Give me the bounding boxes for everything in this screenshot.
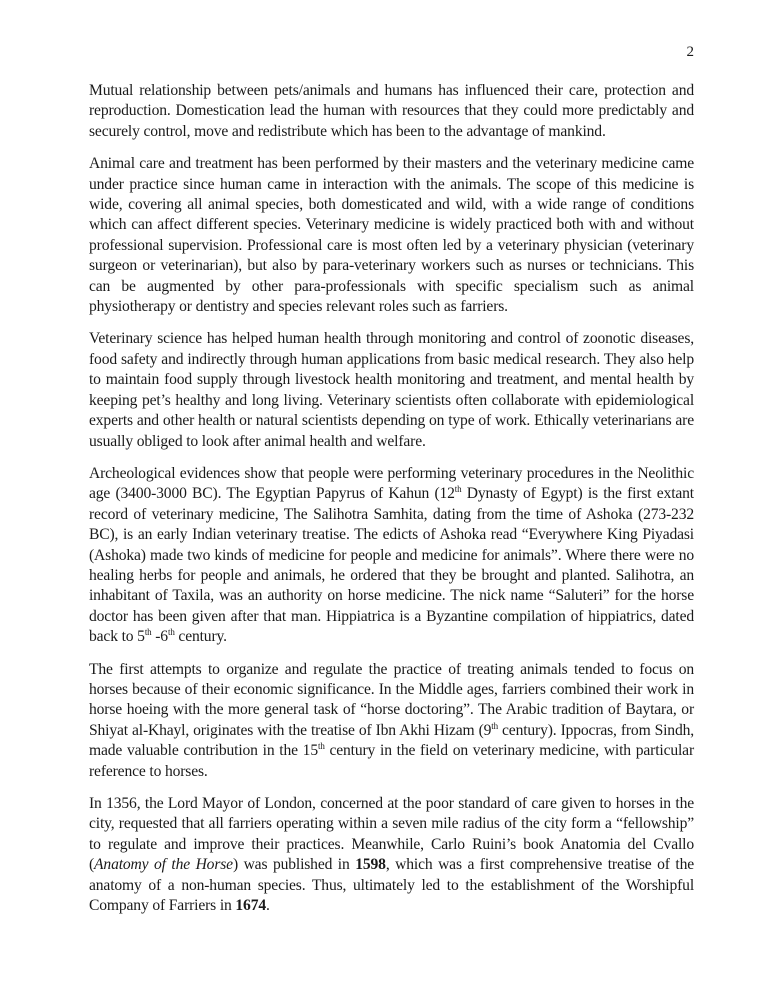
ordinal-superscript: th [317, 741, 325, 752]
text-run: . [266, 897, 270, 915]
ordinal-superscript: th [144, 627, 152, 638]
text-run: century in the field on veterinary medicine, with particular reference to horses. [89, 742, 694, 780]
document-body [89, 81, 694, 928]
text-run: Archeological evidences show that people were performing veterinary procedures in the Neolithic age (3400-3000 BC). The Egyptian Papyrus of Kahun (12 [89, 464, 694, 503]
bold-year: 1674 [235, 897, 266, 915]
page-number: 2 [686, 44, 694, 60]
text-run: Animal care and treatment has been performed by their masters and the veterinary medicine came under practice since human came in interaction with the animals. The scope of this medicine is wide, covering all animal species, both domesticated and wild, with a wide range of conditions which can affect different species. Veterinary medicine is widely practiced both with and without professional supervision. Professional care is most often led by a veterinary physician (veterinary surgeon or veterinarian), but also by para-veterinary workers such as nurses or technicians. This can be augmented by other para-professionals with specific specialism such as animal physiotherapy or dentistry and species relevant roles such as farriers. [89, 155, 694, 316]
paragraph-london-farriers [89, 794, 694, 916]
text-run: -6 [151, 628, 168, 646]
text-run: century. [174, 628, 227, 646]
text-run: In 1356, the Lord Mayor of London, concerned at the poor standard of care given to horses in the city, requested that all farriers operating within a seven mile radius of the city form a “fellowship” to regulate and improve their practices. Meanwhile, Carlo Ruini’s book Anatomia del Cvallo ( [89, 795, 694, 874]
text-run: Mutual relationship between pets/animals and humans has influenced their care, protection and reproduction. Domestication lead the human with resources that they could more predictably and securely control, move and redistribute which has been to the advantage of mankind. [89, 82, 694, 140]
paragraph-regulation-horses [89, 660, 694, 782]
text-run: Dynasty of Egypt) is the first extant record of veterinary medicine, The Salihotra Samhita, dating from the time of Ashoka (273-232 BC), is an early Indian veterinary treatise. The edicts of Ashoka read “Everywhere King Piyadasi (Ashoka) made two kinds of medicine for people and medicine for animals”. Where there were no healing herbs for people and animals, he ordered that they be brought and planted. Salihotra, an inhabitant of Taxila, was an authority on horse medicine. The nick name “Saluteri” for the horse doctor has been given after that man. Hippiatrica is a Byzantine compilation of hippiatrics, dated back to 5 [89, 485, 694, 646]
text-run: , which was a first comprehensive treatise of the anatomy of a non-human species. Thus, ultimately led to the establishment of the Worshipful Company of Farriers in [89, 856, 694, 915]
text-run: Veterinary science has helped human health through monitoring and control of zoonotic diseases, food safety and indirectly through human applications from basic medical research. They also help to maintain food supply through livestock health monitoring and treatment, and mental health by keeping pet’s healthy and long living. Veterinary scientists often collaborate with epidemiological experts and other health or natural scientists depending on type of work. Ethically veterinarians are usually obliged to look after animal health and welfare. [89, 330, 694, 450]
ordinal-superscript: th [167, 627, 175, 638]
paragraph-veterinary-science [89, 329, 694, 451]
ordinal-superscript: th [454, 484, 462, 495]
ordinal-superscript: th [491, 720, 498, 731]
italic-title: Anatomy of the Horse [94, 856, 233, 874]
text-run: century). Ippocras, from Sindh, made valuable contribution in the 15 [89, 721, 694, 760]
paragraph-domestication [89, 81, 694, 142]
paragraph-animal-care [89, 154, 694, 317]
text-run: ) was published in [232, 856, 356, 874]
bold-year: 1598 [355, 856, 386, 874]
text-run: The first attempts to organize and regulate the practice of treating animals tended to focus on horses because of their economic significance. In the Middle ages, farriers combined their work in horse hoeing with the more general task of “horse doctoring”. The Arabic tradition of Baytara, or Shiyat al-Khayl, originates with the treatise of Ibn Akhi Hizam (9 [89, 660, 694, 739]
paragraph-archeological-evidence [89, 464, 694, 648]
